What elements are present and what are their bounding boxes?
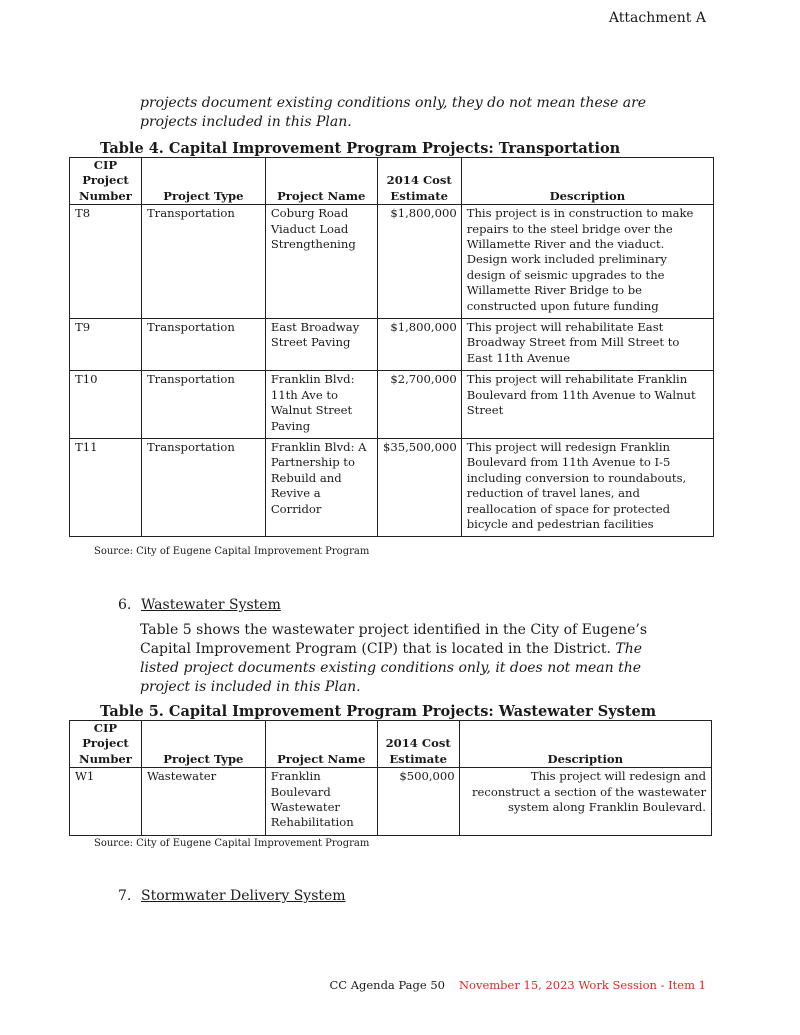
cell-type: Transportation [141,319,265,371]
table4-caption: Table 4. Capital Improvement Program Projects: Transportation [100,140,621,157]
section7-title: Stormwater Delivery System [141,888,346,904]
cell-description: This project will redesign Franklin Boulevard from 11th Avenue to I-5 including conversion to roundabouts, reduction of travel lanes, and reallocation of space for protected bicycle and pedestrian facilities [461,438,713,536]
col-header-name: Project Name [265,721,377,768]
cell-type: Transportation [141,205,265,319]
table-row [70,205,714,319]
cell-cost: $1,800,000 [377,205,461,319]
col-header-type: Project Type [141,158,265,205]
section6-number: 6. [118,597,132,613]
footer-session: November 15, 2023 Work Session - Item 1 [458,978,706,992]
table5-header-row [70,721,712,768]
cell-number: T10 [70,371,142,439]
table5-source: Source: City of Eugene Capital Improvement Program [94,838,370,849]
cell-type: Transportation [141,438,265,536]
table5-caption: Table 5. Capital Improvement Program Projects: Wastewater System [100,703,657,720]
col-header-number: CIP Project Number [70,158,142,205]
table-row [70,768,712,836]
col-header-cost: 2014 Cost Estimate [377,721,459,768]
cell-name: Franklin Blvd: A Partnership to Rebuild and Revive a Corridor [265,438,377,536]
cell-name: Coburg Road Viaduct Load Strengthening [265,205,377,319]
cell-cost: $1,800,000 [377,319,461,371]
table5 [69,720,712,836]
table4-header-row [70,158,714,205]
table-row [70,371,714,439]
cell-number: T11 [70,438,142,536]
cell-number: T9 [70,319,142,371]
table-row [70,319,714,371]
footer-page: CC Agenda Page 50 [329,978,445,992]
cell-description: This project is in construction to make repairs to the steel bridge over the Willamette River and the viaduct. Design work included preliminary design of seismic upgrades to the Willamette River Bridge to be constructed upon future funding [461,205,713,319]
cell-number: T8 [70,205,142,319]
section7-number: 7. [118,888,132,904]
cell-name: Franklin Blvd: 11th Ave to Walnut Street Paving [265,371,377,439]
intro-text: projects document existing conditions only, they do not mean these are projects included in this Plan. [140,95,647,130]
table-row [70,438,714,536]
cell-description: This project will redesign and reconstruct a section of the wastewater system along Franklin Boulevard. [459,768,711,836]
attachment-label: Attachment A [608,10,706,26]
cell-cost: $35,500,000 [377,438,461,536]
table4-source: Source: City of Eugene Capital Improvement Program [94,546,370,557]
col-header-description: Description [461,158,713,205]
cell-description: This project will rehabilitate Franklin Boulevard from 11th Avenue to Walnut Street [461,371,713,439]
section6-paragraph: Table 5 shows the wastewater project identified in the City of Eugene’s Capital Improvement Program (CIP) that is located in the District. The listed project documents existing conditions only, it does not mean the project is included in this Plan. [140,622,648,695]
cell-name: Franklin Boulevard Wastewater Rehabilitation [265,768,377,836]
section6-title: Wastewater System [141,597,281,613]
col-header-cost: 2014 Cost Estimate [377,158,461,205]
cell-type: Transportation [141,371,265,439]
col-header-description: Description [459,721,711,768]
col-header-number: CIP Project Number [70,721,142,768]
cell-cost: $2,700,000 [377,371,461,439]
cell-cost: $500,000 [377,768,459,836]
cell-number: W1 [70,768,142,836]
cell-name: East Broadway Street Paving [265,319,377,371]
cell-type: Wastewater [141,768,265,836]
cell-description: This project will rehabilitate East Broadway Street from Mill Street to East 11th Avenue [461,319,713,371]
col-header-type: Project Type [141,721,265,768]
page-footer [329,978,706,992]
col-header-name: Project Name [265,158,377,205]
table4 [69,157,714,537]
